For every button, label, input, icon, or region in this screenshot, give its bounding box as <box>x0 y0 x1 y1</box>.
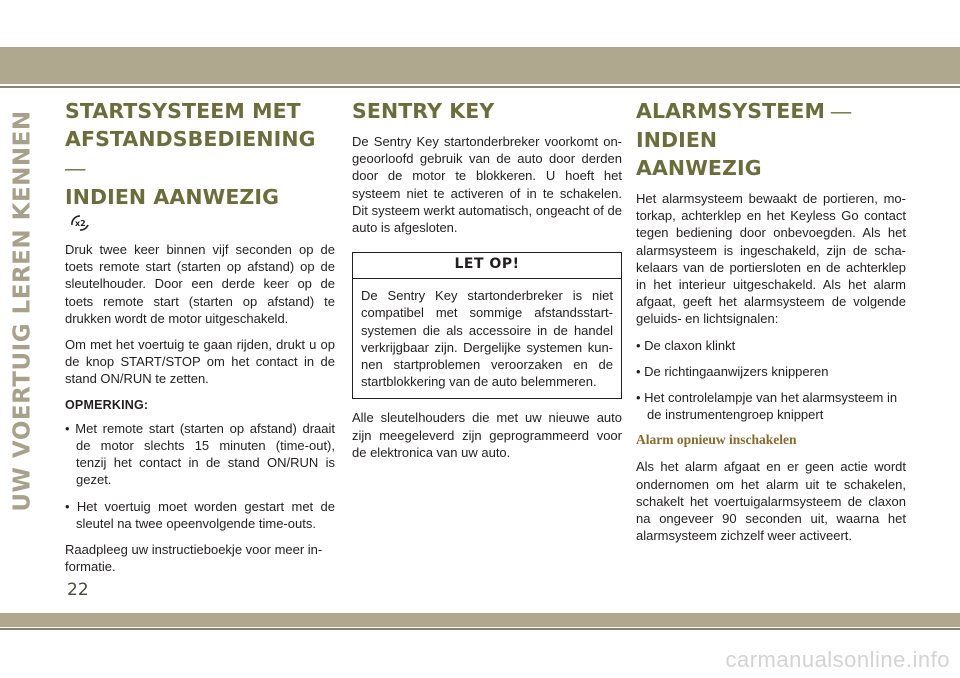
warning-title: LET OP! <box>353 253 621 279</box>
note-bullet-1: • Met remote start (starten op afstand) draait de motor slechts 15 minuten (time-out), tenzij het contact in de stand ON/RUN is gezet. <box>65 420 335 489</box>
warning-box <box>352 252 622 399</box>
column-sentry-key <box>352 97 622 470</box>
column-remote-start <box>65 97 335 584</box>
bottom-footer-rule <box>0 628 960 630</box>
remote-start-x2-icon <box>69 213 91 231</box>
sentry-key-heading: SENTRY KEY <box>352 99 495 123</box>
warning-text: De Sentry Key startonderbreker is niet compatibel met sommige afstandsstart-systemen die als accessoire in de handel verkrijgbaar zijn. Dergelijke systemen kun-nen startproblemen veroorzaken en de startblokkering van de auto belemmeren. <box>361 288 613 390</box>
alarm-heading-part-2: INDIEN <box>636 128 718 152</box>
remote-start-paragraph-1: Druk twee keer binnen vijf seconden op de toets remote start (starten op afstand) op de sleutelhouder. Door een derde keer op de toets remote start (starten op afstand) te drukken wordt de motor uitgeschakeld. <box>65 242 335 326</box>
alarm-heading-part-1: ALARMSYSTEEM <box>636 99 825 123</box>
remote-start-paragraph-3: Raadpleeg uw instructieboekje voor meer in-formatie. <box>65 542 323 575</box>
heading-dash: — <box>65 157 86 180</box>
sentry-key-paragraph-1: De Sentry Key startonderbreker voorkomt on-geoorloofd gebruik van de auto door derden door de motor te blokkeren. U hoeft het systeem niet te activeren of in te schakelen. Dit systeem werkt automatisch, ongeacht of de auto is afgesloten. <box>352 134 622 236</box>
heading-line-2: AFSTANDSBEDIENING <box>65 127 316 151</box>
alarm-bullet-3: • Het controlelampje van het alarmsysteem in de instrumentengroep knippert <box>636 389 906 423</box>
bottom-footer-band <box>0 613 960 627</box>
side-chapter-label-text: UW VOERTUIG LEREN KENNEN <box>10 110 36 512</box>
alarm-bullet-1: • De claxon klinkt <box>636 337 906 354</box>
heading-line-3: INDIEN AANWEZIG <box>65 185 280 209</box>
top-header-rule <box>0 86 960 88</box>
remote-start-paragraph-2: Om met het voertuig te gaan rijden, drukt u op de knop START/STOP om het contact in de stand ON/RUN te zetten. <box>65 337 335 387</box>
watermark-text: carmanualsonline.info <box>725 647 950 672</box>
heading-line-1: STARTSYSTEEM MET <box>65 99 301 123</box>
alarm-bullet-2: • De richtingaanwijzers knipperen <box>636 363 906 380</box>
remote-start-heading <box>65 97 335 211</box>
column-alarm-system <box>636 97 906 553</box>
alarm-system-heading <box>636 97 906 182</box>
side-chapter-label <box>8 104 38 518</box>
page-number: 22 <box>67 580 89 600</box>
note-bullet-2: • Het voertuig moet worden gestart met de sleutel na twee opeenvolgende time-outs. <box>65 498 335 532</box>
alarm-heading-dash: — <box>824 100 852 123</box>
alarm-paragraph-2: Als het alarm afgaat en er geen actie wordt ondernomen om het alarm uit te schakelen, schakelt het voertuigalarmsysteem de claxon na ongeveer 90 seconden uit, waarna het alarmsysteem zichzelf weer activeert. <box>636 459 906 544</box>
top-header-band <box>0 47 960 84</box>
note-heading: OPMERKING: <box>65 397 149 412</box>
svg-text:x2: x2 <box>75 219 86 228</box>
alarm-heading-part-3: AANWEZIG <box>636 156 762 180</box>
alarm-paragraph-1: Het alarmsysteem bewaakt de portieren, mo-torkap, achterklep en het Keyless Go contact tegen bediening door onbevoegden. Als het alarmsysteem is ingeschakeld, zijn de scha-kelaars van de portiersloten en de achterklep in het interieur uitgeschakeld. Als het alarm afgaat, geeft het alarmsysteem de volgende geluids- en lichtsignalen: <box>636 191 906 327</box>
sentry-key-paragraph-2: Alle sleutelhouders die met uw nieuwe auto zijn meegeleverd zijn geprogrammeerd voor de elektronica van uw auto. <box>352 410 622 460</box>
alarm-rearm-subheading: Alarm opnieuw inschakelen <box>636 432 797 448</box>
